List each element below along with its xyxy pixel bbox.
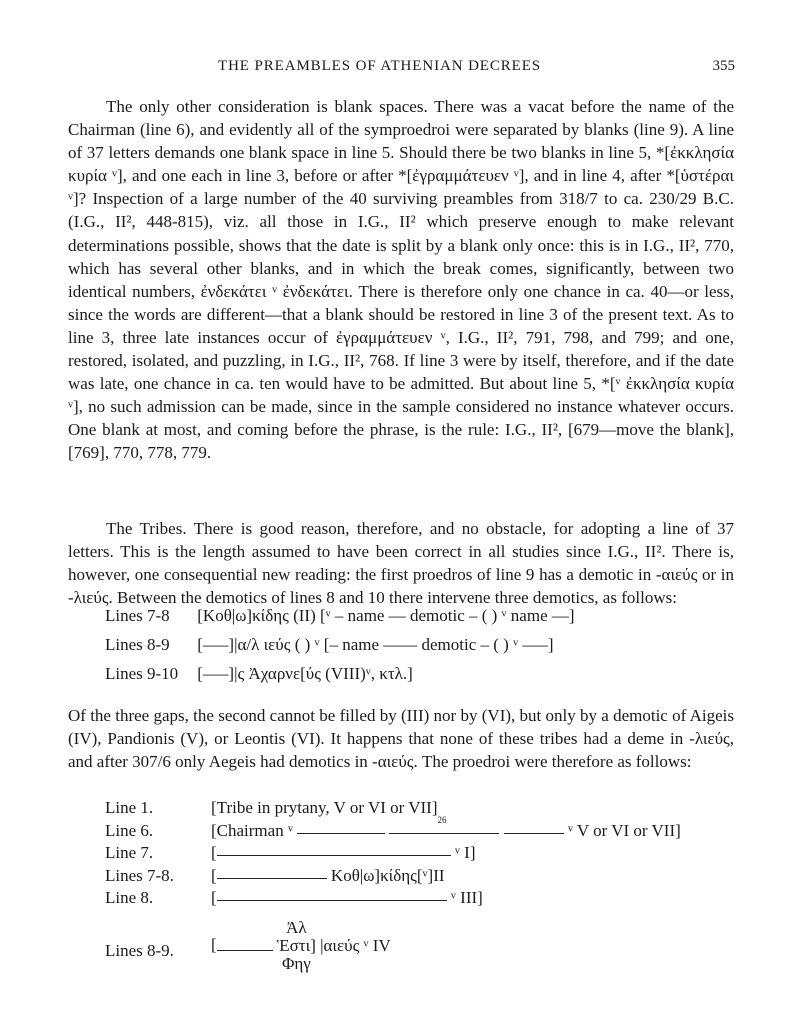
line-content — [211, 843, 476, 863]
tribe-line-row — [105, 606, 665, 635]
page-number: 355 — [712, 58, 735, 74]
line-content — [211, 888, 483, 908]
running-header — [0, 58, 799, 80]
reading: Φηγ — [281, 953, 311, 973]
proedroi-row — [105, 843, 745, 866]
proedroi-row — [105, 814, 745, 844]
running-title: THE PREAMBLES OF ATHENIAN DECREES — [218, 58, 542, 74]
line-label: Line 8. — [105, 888, 154, 907]
reading: Ἀλ — [286, 917, 307, 937]
gap-rule — [217, 890, 447, 901]
proedroi-row — [105, 866, 745, 889]
line-text: [Tribe in prytany, V or VI or VII] — [211, 798, 438, 817]
line-text: [–––]|α/λ ιεύς ( ) ᵛ [– name –––– demotic – ( ) ᵛ –––] — [197, 635, 554, 654]
paragraph-the-tribes — [68, 517, 734, 609]
gap-rule — [217, 868, 327, 879]
proedroi-table — [105, 798, 745, 987]
paragraph-text: Of the three gaps, the second cannot be filled by (III) nor by (VI), but only by a demotic of Aigeis (IV), Pandionis (V), or Leontis (VI). It happens that none of these tribes had a deme in -λιεύς, and after 307/6 only Aegeis had demotics in -αιεύς. The proedroi were therefore as follows: — [68, 706, 734, 772]
line-end: ᵛ I] — [454, 843, 476, 862]
line-content — [211, 866, 445, 886]
gap-rule — [504, 823, 564, 834]
paragraph-text: The Tribes. There is good reason, therefore, and no obstacle, for adopting a line of 37 letters. This is the length assumed to have been correct in all studies since I.G., II². There is, however, one consequential new reading: the first proedros of line 9 has a demotic in -αιεύς or in -λιεύς. Between the demotics of lines 8 and 10 there intervene three demotics, as follows: — [68, 519, 734, 608]
line-label: Lines 8-9 — [105, 635, 170, 654]
line-end: ᵛ V or VI or VII] — [567, 820, 681, 840]
line-content — [211, 814, 681, 841]
line-text: [Κοθ|ω]κίδης (II) [ᵛ – name –– demotic – ( ) ᵛ name ––] — [197, 606, 575, 625]
line-text: [ — [211, 888, 217, 907]
line-label: Line 6. — [105, 820, 154, 840]
tribe-line-row — [105, 635, 665, 664]
line-text: [–––]|ς Ἀχαρνε[ύς (VIII)ᵛ, κτλ.] — [197, 664, 413, 683]
line-text: [ — [211, 843, 217, 862]
proedroi-row — [105, 915, 745, 987]
gap-rule — [217, 845, 451, 856]
line-label: Line 1. — [105, 798, 154, 817]
reading: Ἑστι] — [276, 935, 316, 955]
gap-rule — [297, 823, 385, 834]
line-text: [ — [211, 865, 217, 885]
line-label: Lines 7-8. — [105, 865, 174, 885]
line-end: Κοθ|ω]κίδης[ᵛ]II — [330, 865, 445, 885]
line-label: Line 7. — [105, 843, 154, 862]
tribe-line-row — [105, 664, 665, 693]
gap-rule — [217, 940, 273, 951]
line-text: [Chairman ᵛ — [211, 820, 293, 840]
line-label: Lines 9-10 — [105, 664, 179, 683]
line-label: Lines 8-9. — [105, 940, 174, 960]
tribes-lines-table — [105, 606, 665, 693]
proedroi-row — [105, 798, 745, 821]
gap-rule — [389, 814, 499, 834]
paragraph-three-gaps — [68, 704, 734, 773]
paragraph-blank-spaces — [68, 95, 734, 465]
proedroi-row — [105, 888, 745, 911]
line-text: [ — [211, 934, 217, 954]
line-label: Lines 7-8 — [105, 606, 170, 625]
line-end: |αιεύς ᵛ IV — [320, 935, 391, 955]
letter-count: 26 — [437, 814, 447, 825]
alternative-readings — [277, 919, 316, 973]
line-end: ᵛ III] — [450, 888, 483, 907]
line-content — [211, 919, 391, 973]
paragraph-text: The only other consideration is blank spaces. There was a vacat before the name of the Chairman (line 6), and evidently all of the symproedroi were separated by blanks (line 9). A line of 37 letters demands one blank space in line 5. Should there be two blanks in line 5, *[ἐκκλησία κυρία ᵛ], and one each in line 3, before or after *[ἐγραμμάτευεν ᵛ], and in line 4, after *[ὑστέραι ᵛ]? Inspection of a large number of the 40 surviving preambles from 318/7 to ca. 230/29 B.C. (I.G., II², 448-815), viz. all those in I.G., II² which preserve enough to make relevant determinations possible, shows that the date is split by a blank only once: this is in I.G., II², 770, which has several other blanks, and in which the break comes, significantly, between two identical numbers, ἐνδεκάτει ᵛ ἐνδεκάτει. There is therefore only one chance in ca. 40—or less, since the words are different—that a blank should be restored in line 3 of the present text. As to line 3, three late instances occur of ἐγραμμάτευεν ᵛ, I.G., II², 791, 798, and 799; and one, restored, isolated, and puzzling, in I.G., II², 768. If line 3 were by itself, therefore, and if the date was late, one chance in ca. ten would have to be admitted. But about line 5, *[ᵛ ἐκκλησία κυρία ᵛ], no such admission can be made, since in the sample considered no instance whatever occurs. One blank at most, and coming before the phrase, is the rule: I.G., II², [679—move the blank], [769], 770, 778, 779. — [68, 97, 734, 463]
